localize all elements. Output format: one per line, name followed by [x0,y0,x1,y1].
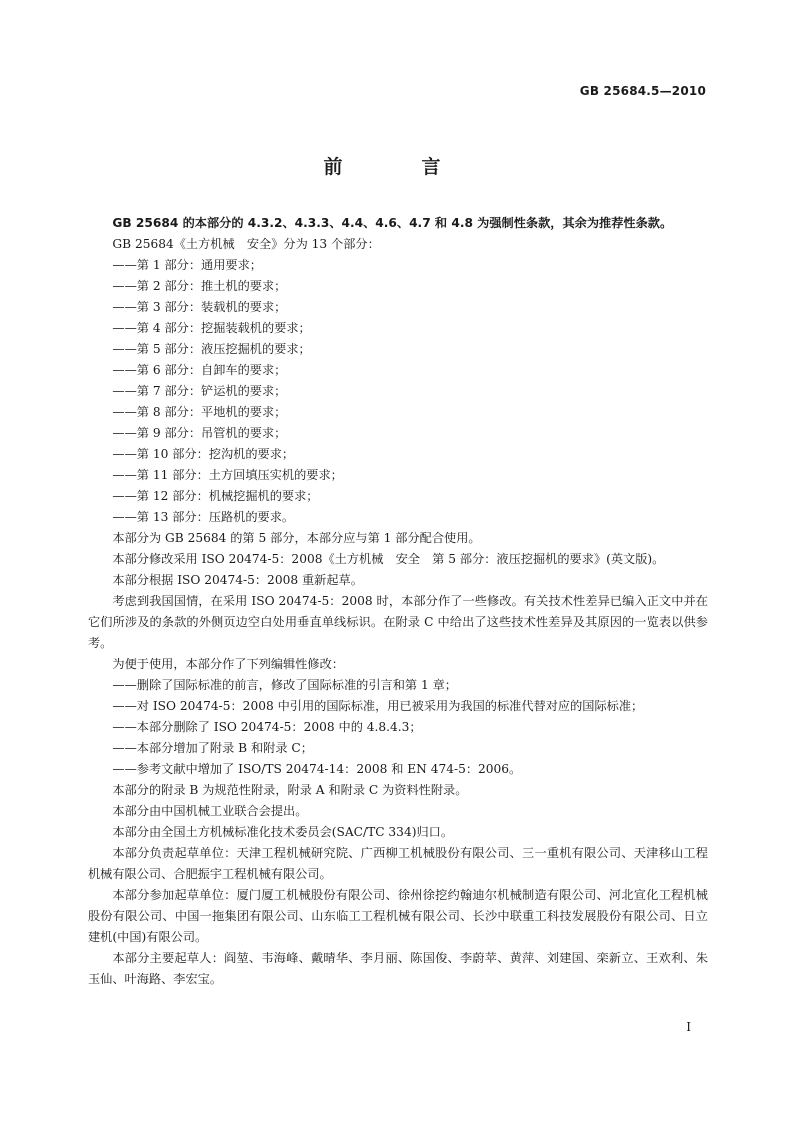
paragraph: ——第 3 部分：装载机的要求； [112,300,287,314]
paragraph: 本部分主要起草人：阎堃、韦海峰、戴晴华、李月丽、陈国俊、李蔚苹、黄萍、刘建国、栾新立、王欢利、朱玉仙、叶海路、李宏宝。 [88,951,708,986]
paragraph: GB 25684《土方机械 安全》分为 13 个部分： [112,237,380,251]
paragraph: 本部分负责起草单位：天津工程机械研究院、广西柳工机械股份有限公司、三一重机有限公司、天津移山工程机械有限公司、合肥振宇工程机械有限公司。 [88,846,708,881]
paragraph: 本部分的附录 B 为规范性附录，附录 A 和附录 C 为资料性附录。 [112,783,468,797]
paragraph: ——第 9 部分：吊管机的要求； [112,426,287,440]
paragraph: 本部分参加起草单位：厦门厦工机械股份有限公司、徐州徐挖约翰迪尔机械制造有限公司、河北宣化工程机械股份有限公司、中国一拖集团有限公司、山东临工工程机械有限公司、长沙中联重工科技发展股份有限公司、日立建机(中国)有限公司。 [88,888,708,944]
paragraph: 考虑到我国国情，在采用 ISO 20474-5：2008 时，本部分作了一些修改。有关技术性差异已编入正文中并在它们所涉及的条款的外侧页边空白处用垂直单线标识。在附录 C 中给出了这些技术性差异及其原因的一览表以供参考。 [88,594,708,650]
paragraph: ——本部分增加了附录 B 和附录 C； [112,741,313,755]
paragraph: ——参考文献中增加了 ISO/TS 20474-14：2008 和 EN 474-5：2006。 [112,762,522,776]
page-number: I [686,1020,691,1034]
paragraph: ——第 1 部分：通用要求； [112,258,262,272]
paragraph: 本部分由中国机械工业联合会提出。 [112,804,308,818]
standard-number: GB 25684.5—2010 [579,84,706,98]
paragraph: ——第 11 部分：土方回填压实机的要求； [112,468,343,482]
paragraph: 本部分根据 ISO 20474-5：2008 重新起草。 [112,573,363,587]
paragraph: 本部分由全国土方机械标准化技术委员会(SAC/TC 334)归口。 [112,825,454,839]
paragraph: ——第 12 部分：机械挖掘机的要求； [112,489,319,503]
paragraph: ——第 4 部分：挖掘装载机的要求； [112,321,311,335]
foreword-body [88,213,708,990]
paragraph: ——第 6 部分：自卸车的要求； [112,363,287,377]
paragraph: ——第 2 部分：推土机的要求； [112,279,287,293]
page-title: 前 言 [323,156,471,178]
paragraph: ——第 10 部分：挖沟机的要求； [112,447,295,461]
paragraph: ——第 8 部分：平地机的要求； [112,405,287,419]
paragraph: ——第 5 部分：液压挖掘机的要求； [112,342,311,356]
paragraph: 为便于使用，本部分作了下列编辑性修改： [112,657,344,671]
paragraph: 本部分为 GB 25684 的第 5 部分，本部分应与第 1 部分配合使用。 [112,531,481,545]
paragraph: ——删除了国际标准的前言，修改了国际标准的引言和第 1 章； [112,678,457,692]
paragraph: ——对 ISO 20474-5：2008 中引用的国际标准，用已被采用为我国的标准代替对应的国际标准； [112,699,644,713]
paragraph: ——第 7 部分：铲运机的要求； [112,384,287,398]
paragraph: GB 25684 的本部分的 4.3.2、4.3.3、4.4、4.6、4.7 和 4.8 为强制性条款，其余为推荐性条款。 [112,216,673,230]
paragraph: ——本部分删除了 ISO 20474-5：2008 中的 4.8.4.3； [112,720,422,734]
paragraph: 本部分修改采用 ISO 20474-5：2008《土方机械 安全 第 5 部分：液压挖掘机的要求》(英文版)。 [112,552,665,566]
paragraph: ——第 13 部分：压路机的要求。 [112,510,295,524]
